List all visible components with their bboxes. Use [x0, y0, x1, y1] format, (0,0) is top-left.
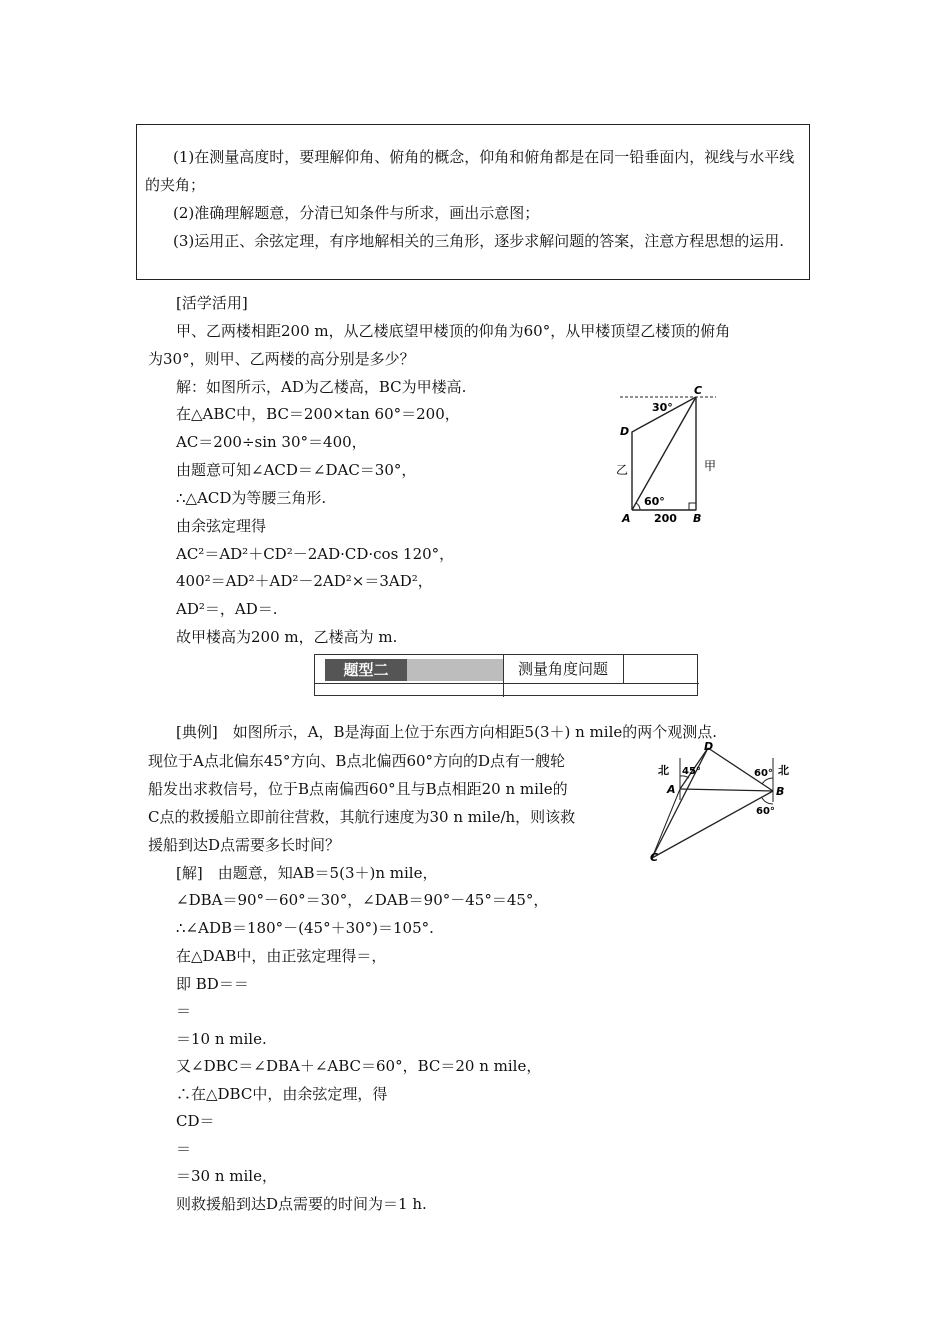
north-label-left: 北: [658, 764, 669, 777]
angle-arc-a: [636, 503, 640, 510]
example-answer-line-10: CD＝: [176, 1112, 215, 1130]
label-jia: 甲: [704, 459, 717, 473]
solution-line-1: 解：如图所示，AD为乙楼高，BC为甲楼高.: [176, 378, 467, 396]
solution-line-3: AC＝200÷sin 30°＝400，: [176, 433, 367, 451]
solution-line-10: 故甲楼高为200 m，乙楼高为 m.: [176, 628, 398, 646]
line-bc: [652, 791, 773, 858]
practice-question-line-2: 为30°，则甲、乙两楼的高分别是多少？: [148, 350, 415, 368]
practice-question-line-1: 甲、乙两楼相距200 m，从乙楼底望甲楼顶的仰角为60°，从甲楼顶望乙楼顶的俯角: [176, 322, 731, 340]
example-answer-line-1: [解] 由题意，知AB＝5(3＋)n mile，: [176, 864, 438, 882]
solution-line-7: AC²＝AD²＋CD²－2AD·CD·cos 120°，: [176, 545, 455, 563]
angle-label-b-top: 60°: [754, 768, 773, 779]
solution-line-5: ∴△ACD为等腰三角形.: [176, 489, 327, 507]
right-angle-mark: [689, 503, 696, 510]
example-answer-line-4: 在△DAB中，由正弦定理得＝，: [176, 947, 387, 965]
section-tag-shade: [407, 659, 503, 681]
example-answer-line-6: ＝: [176, 1002, 192, 1020]
solution-line-9: AD²＝，AD＝.: [176, 600, 278, 618]
label-yi: 乙: [616, 463, 629, 477]
label-d: D: [620, 425, 630, 438]
solution-line-4: 由题意可知∠ACD＝∠DAC＝30°，: [176, 461, 417, 479]
label-a: A: [667, 783, 676, 796]
rescue-figure: [652, 740, 802, 862]
label-b: B: [776, 785, 785, 798]
example-question-line-2: 现位于A点北偏东45°方向、B点北偏西60°方向的D点有一艘轮: [148, 752, 566, 770]
angle-label-top: 30°: [652, 401, 673, 414]
example-answer-line-13: 则救援船到达D点需要的时间为＝1 h.: [176, 1195, 427, 1213]
summary-point-3: (3)运用正、余弦定理，有序地解相关的三角形，逐步求解问题的答案，注意方程思想的运用.: [173, 232, 785, 250]
example-answer-line-7: ＝10 n mile.: [176, 1030, 267, 1048]
example-question-line-4: C点的救援船立即前往营救，其航行速度为30 n mile/h，则该救: [148, 808, 576, 826]
summary-point-1: (1)在测量高度时，要理解仰角、俯角的概念，仰角和俯角都是在同一铅垂面内，视线与水平线的夹角；: [145, 148, 795, 194]
summary-point-2: (2)准确理解题意，分清已知条件与所求，画出示意图；: [173, 204, 540, 222]
base-length-label: 200: [654, 512, 677, 525]
angle-label-a: 45°: [682, 766, 701, 777]
section-divider: [315, 683, 699, 684]
section-title: 测量角度问题: [503, 655, 624, 683]
example-answer-line-11: ＝: [176, 1140, 192, 1158]
example-question-line-1: [典例] 如图所示，A，B是海面上位于东西方向相距5(3＋) n mile的两个观测点.: [176, 723, 718, 741]
angle-arc-b-bottom: [762, 798, 773, 804]
line-ac: [652, 789, 680, 858]
solution-line-8: 400²＝AD²＋AD²－2AD²×＝3AD²，: [176, 572, 433, 590]
example-question-line-5: 援船到达D点需要多长时间？: [148, 836, 341, 854]
label-c: C: [694, 384, 703, 397]
label-b: B: [693, 512, 702, 525]
summary-box: [136, 124, 810, 280]
angle-label-b-bottom: 60°: [756, 806, 775, 817]
example-answer-line-3: ∴∠ADB＝180°－(45°＋30°)＝105°.: [176, 919, 434, 937]
example-answer-line-2: ∠DBA＝90°－60°＝30°，∠DAB＝90°－45°＝45°，: [176, 891, 549, 909]
solution-line-6: 由余弦定理得: [176, 517, 267, 535]
practice-heading: [活学活用]: [176, 294, 248, 312]
angle-label-bottom: 60°: [644, 495, 665, 508]
example-answer-line-5: 即 BD＝＝: [176, 975, 249, 993]
example-answer-line-12: ＝30 n mile，: [176, 1167, 277, 1185]
section-header-bar: [314, 654, 698, 696]
section-tag-cell: [315, 655, 504, 697]
solution-line-2: 在△ABC中，BC＝200×tan 60°＝200，: [176, 405, 460, 423]
label-c: C: [650, 851, 659, 864]
label-a: A: [622, 512, 631, 525]
example-question-line-3: 船发出求救信号，位于B点南偏西60°且与B点相距20 n mile的: [148, 780, 568, 798]
section-tag: 题型二: [325, 659, 407, 681]
example-answer-line-9: ∴在△DBC中，由余弦定理，得: [176, 1085, 388, 1103]
building-figure: [612, 384, 722, 524]
line-ab: [680, 789, 773, 791]
example-answer-line-8: 又∠DBC＝∠DBA＋∠ABC＝60°，BC＝20 n mile，: [176, 1057, 542, 1075]
north-label-right: 北: [778, 764, 789, 777]
label-d: D: [704, 740, 714, 753]
